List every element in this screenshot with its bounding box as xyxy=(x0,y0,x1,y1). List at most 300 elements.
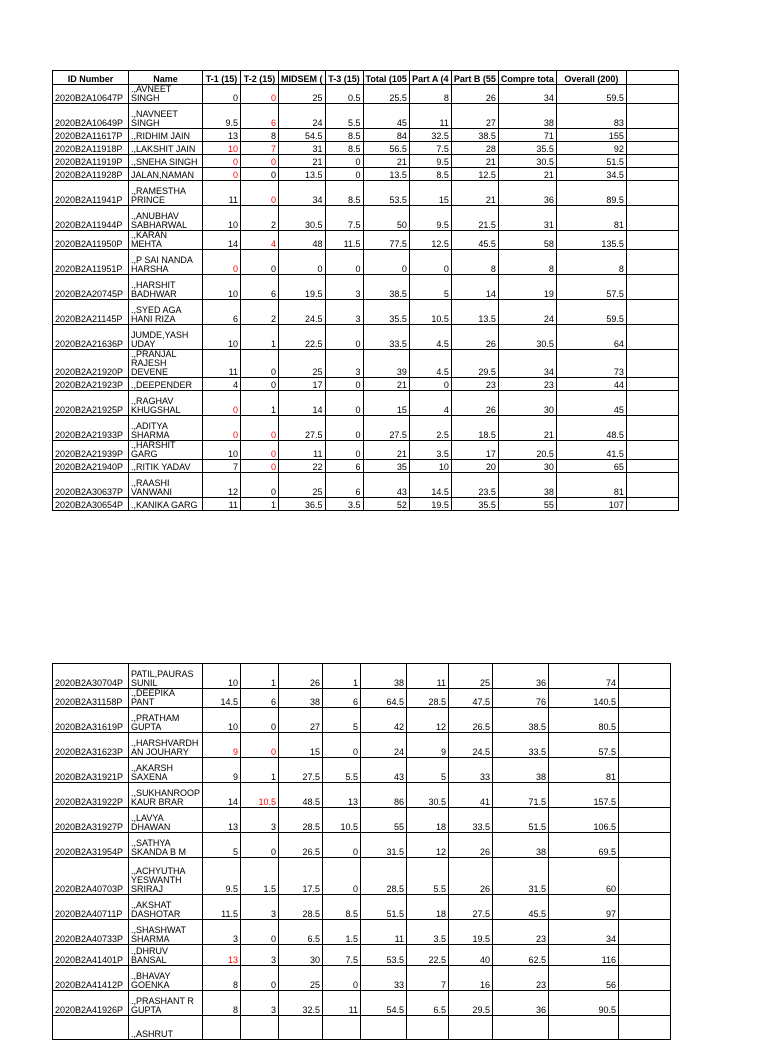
part-a-score-cell: 7.5 xyxy=(409,142,451,155)
midsem-score-cell: 36.5 xyxy=(279,498,326,511)
student-id-cell: 2020B2A21939P xyxy=(53,441,129,460)
part-a-score-cell: 11 xyxy=(407,664,449,689)
t1-score-cell: 10 xyxy=(203,325,241,350)
empty-cell xyxy=(619,920,671,945)
part-b-score-cell: 23.5 xyxy=(451,473,498,498)
student-name-cell: .,DEEPIKA PANT xyxy=(129,689,203,708)
part-b-score-cell: 38.5 xyxy=(451,129,498,142)
overall-score-cell: 45 xyxy=(556,391,626,416)
student-id-cell: 2020B2A11950P xyxy=(53,231,129,250)
empty-cell xyxy=(619,991,671,1016)
part-b-score-cell: 25 xyxy=(449,664,493,689)
overall-score-cell: 90.5 xyxy=(549,991,619,1016)
part-b-score-cell: 47.5 xyxy=(449,689,493,708)
table-row xyxy=(53,895,671,920)
overall-score-cell: 59.5 xyxy=(556,300,626,325)
empty-cell xyxy=(626,104,678,129)
header-t3: T-3 (15) xyxy=(325,71,363,85)
student-name-cell: .,SYED AGA HANI RIZA xyxy=(129,300,203,325)
compre-total-cell: 38 xyxy=(498,473,556,498)
part-a-score-cell: 18 xyxy=(407,808,449,833)
t1-score-cell: 0 xyxy=(203,250,241,275)
compre-total-cell: 31.5 xyxy=(493,858,549,895)
total-score-cell: 27.5 xyxy=(363,416,409,441)
table-row xyxy=(53,733,671,758)
total-score-cell: 51.5 xyxy=(361,895,407,920)
empty-cell xyxy=(626,441,678,460)
overall-score-cell: 80.5 xyxy=(549,708,619,733)
student-id-cell: 2020B2A30654P xyxy=(53,498,129,511)
table-row xyxy=(53,1016,671,1040)
t2-score-cell: 3 xyxy=(241,895,279,920)
midsem-score-cell: 6.5 xyxy=(279,920,323,945)
part-a-score-cell: 7 xyxy=(407,966,449,991)
empty-cell xyxy=(626,206,678,231)
t1-score-cell: 14.5 xyxy=(203,689,241,708)
midsem-score-cell: 22.5 xyxy=(279,325,326,350)
empty-cell xyxy=(626,142,678,155)
student-id-cell: 2020B2A21920P xyxy=(53,350,129,378)
t3-score-cell: 3.5 xyxy=(325,498,363,511)
total-score-cell: 38 xyxy=(361,664,407,689)
t3-score-cell: 5 xyxy=(323,708,361,733)
empty-cell xyxy=(626,155,678,168)
t1-score-cell: 10 xyxy=(203,206,241,231)
midsem-score-cell: 13.5 xyxy=(279,168,326,181)
t2-score-cell: 1 xyxy=(241,498,279,511)
midsem-score-cell: 27 xyxy=(279,708,323,733)
student-id-cell: 2020B2A11944P xyxy=(53,206,129,231)
overall-score-cell: 41.5 xyxy=(556,441,626,460)
compre-total-cell: 36 xyxy=(493,991,549,1016)
t2-score-cell: 2 xyxy=(241,300,279,325)
t2-score-cell: 1 xyxy=(241,325,279,350)
t2-score-cell: 0 xyxy=(241,920,279,945)
part-a-score-cell: 2.5 xyxy=(409,416,451,441)
student-id-cell: 2020B2A11941P xyxy=(53,181,129,206)
part-a-score-cell: 10.5 xyxy=(409,300,451,325)
midsem-score-cell: 24 xyxy=(279,104,326,129)
t2-score-cell: 6 xyxy=(241,104,279,129)
part-a-score-cell: 9.5 xyxy=(409,206,451,231)
t3-score-cell: 0 xyxy=(325,416,363,441)
student-name-cell: JUMDE,YASH UDAY xyxy=(129,325,203,350)
t2-score-cell: 1.5 xyxy=(241,858,279,895)
student-name-cell: .,ADITYA SHARMA xyxy=(129,416,203,441)
t3-score-cell: 8.5 xyxy=(325,142,363,155)
student-name-cell: .,AKSHAT DASHOTAR xyxy=(129,895,203,920)
part-b-score-cell: 13.5 xyxy=(451,300,498,325)
header-compre-total: Compre tota xyxy=(498,71,556,85)
t3-score-cell: 5.5 xyxy=(325,104,363,129)
table-row xyxy=(53,168,679,181)
compre-total-cell xyxy=(493,1016,549,1040)
part-a-score-cell: 4.5 xyxy=(409,325,451,350)
t2-score-cell: 1 xyxy=(241,391,279,416)
t2-score-cell: 0 xyxy=(241,966,279,991)
t3-score-cell: 8.5 xyxy=(323,895,361,920)
part-a-score-cell: 5 xyxy=(409,275,451,300)
midsem-score-cell: 24.5 xyxy=(279,300,326,325)
student-name-cell: .,ACHYUTHA YESWANTH SRIRAJ xyxy=(129,858,203,895)
table-row xyxy=(53,325,679,350)
student-id-cell: 2020B2A31921P xyxy=(53,758,129,783)
student-name-cell: .,HARSHVARDHAN JOUHARY xyxy=(129,733,203,758)
t3-score-cell: 0 xyxy=(323,833,361,858)
part-b-score-cell: 14 xyxy=(451,275,498,300)
table-row xyxy=(53,206,679,231)
compre-total-cell: 36 xyxy=(498,181,556,206)
overall-score-cell: 140.5 xyxy=(549,689,619,708)
total-score-cell: 53.5 xyxy=(361,945,407,966)
empty-cell xyxy=(619,664,671,689)
part-a-score-cell: 8 xyxy=(409,85,451,104)
overall-score-cell: 44 xyxy=(556,378,626,391)
student-name-cell: .,LAVYA DHAWAN xyxy=(129,808,203,833)
table-row xyxy=(53,350,679,378)
total-score-cell: 35 xyxy=(363,460,409,473)
compre-total-cell: 58 xyxy=(498,231,556,250)
compre-total-cell: 62.5 xyxy=(493,945,549,966)
t3-score-cell: 13 xyxy=(323,783,361,808)
student-id-cell: 2020B2A21933P xyxy=(53,416,129,441)
t1-score-cell: 12 xyxy=(203,473,241,498)
t1-score-cell: 13 xyxy=(203,129,241,142)
overall-score-cell: 73 xyxy=(556,350,626,378)
total-score-cell: 55 xyxy=(361,808,407,833)
student-id-cell: 2020B2A10649P xyxy=(53,104,129,129)
student-name-cell: .,DEEPENDER xyxy=(129,378,203,391)
table-row xyxy=(53,858,671,895)
part-a-score-cell: 10 xyxy=(409,460,451,473)
t1-score-cell: 10 xyxy=(203,275,241,300)
part-a-score-cell: 9.5 xyxy=(409,155,451,168)
t3-score-cell: 0 xyxy=(325,391,363,416)
overall-score-cell: 69.5 xyxy=(549,833,619,858)
student-id-cell: 2020B2A31158P xyxy=(53,689,129,708)
part-a-score-cell: 8.5 xyxy=(409,168,451,181)
compre-total-cell: 55 xyxy=(498,498,556,511)
midsem-score-cell: 15 xyxy=(279,733,323,758)
compre-total-cell: 8 xyxy=(498,250,556,275)
t2-score-cell: 0 xyxy=(241,416,279,441)
part-b-score-cell: 29.5 xyxy=(451,350,498,378)
compre-total-cell: 30 xyxy=(498,460,556,473)
part-b-score-cell: 41 xyxy=(449,783,493,808)
empty-cell xyxy=(626,85,678,104)
student-name-cell: .,PRANJAL RAJESH DEVENE xyxy=(129,350,203,378)
overall-score-cell: 60 xyxy=(549,858,619,895)
part-b-score-cell: 33.5 xyxy=(449,808,493,833)
t2-score-cell: 7 xyxy=(241,142,279,155)
midsem-score-cell xyxy=(279,1016,323,1040)
student-name-cell: .,SATHYA SKANDA B M xyxy=(129,833,203,858)
t1-score-cell: 13 xyxy=(203,808,241,833)
total-score-cell: 50 xyxy=(363,206,409,231)
compre-total-cell: 23 xyxy=(498,378,556,391)
t1-score-cell xyxy=(203,1016,241,1040)
table-row xyxy=(53,920,671,945)
t2-score-cell: 0 xyxy=(241,708,279,733)
empty-cell xyxy=(626,325,678,350)
t1-score-cell: 13 xyxy=(203,945,241,966)
part-a-score-cell: 32.5 xyxy=(409,129,451,142)
student-name-cell: .,RITIK YADAV xyxy=(129,460,203,473)
student-id-cell: 2020B2A41926P xyxy=(53,991,129,1016)
student-name-cell: .,P SAI NANDA HARSHA xyxy=(129,250,203,275)
t2-score-cell: 0 xyxy=(241,378,279,391)
student-id-cell: 2020B2A31954P xyxy=(53,833,129,858)
overall-score-cell: 57.5 xyxy=(549,733,619,758)
t3-score-cell: 3 xyxy=(325,275,363,300)
part-a-score-cell: 5 xyxy=(407,758,449,783)
total-score-cell: 24 xyxy=(361,733,407,758)
compre-total-cell: 71 xyxy=(498,129,556,142)
student-id-cell: 2020B2A21940P xyxy=(53,460,129,473)
student-id-cell: 2020B2A11928P xyxy=(53,168,129,181)
overall-score-cell: 34 xyxy=(549,920,619,945)
t3-score-cell: 0.5 xyxy=(325,85,363,104)
student-name-cell: PATIL,PAURAS SUNIL xyxy=(129,664,203,689)
table-row xyxy=(53,808,671,833)
midsem-score-cell: 31 xyxy=(279,142,326,155)
midsem-score-cell: 17.5 xyxy=(279,858,323,895)
overall-score-cell: 81 xyxy=(549,758,619,783)
overall-score-cell: 74 xyxy=(549,664,619,689)
t1-score-cell: 3 xyxy=(203,920,241,945)
student-name-cell: .,ASHRUT xyxy=(129,1016,203,1040)
overall-score-cell: 56 xyxy=(549,966,619,991)
total-score-cell: 21 xyxy=(363,441,409,460)
t1-score-cell: 8 xyxy=(203,966,241,991)
total-score-cell: 42 xyxy=(361,708,407,733)
compre-total-cell: 76 xyxy=(493,689,549,708)
midsem-score-cell: 11 xyxy=(279,441,326,460)
table-row xyxy=(53,758,671,783)
total-score-cell: 33 xyxy=(361,966,407,991)
student-name-cell: .,AVNEET SINGH xyxy=(129,85,203,104)
t2-score-cell: 0 xyxy=(241,473,279,498)
header-row xyxy=(53,71,679,85)
t2-score-cell: 0 xyxy=(241,460,279,473)
part-a-score-cell: 12 xyxy=(407,708,449,733)
midsem-score-cell: 32.5 xyxy=(279,991,323,1016)
t1-score-cell: 11.5 xyxy=(203,895,241,920)
student-id-cell: 2020B2A11918P xyxy=(53,142,129,155)
total-score-cell: 84 xyxy=(363,129,409,142)
t2-score-cell: 0 xyxy=(241,250,279,275)
empty-cell xyxy=(619,966,671,991)
midsem-score-cell: 0 xyxy=(279,250,326,275)
student-id-cell: 2020B2A41412P xyxy=(53,966,129,991)
total-score-cell: 0 xyxy=(363,250,409,275)
overall-score-cell: 34.5 xyxy=(556,168,626,181)
student-id-cell: 2020B2A21923P xyxy=(53,378,129,391)
empty-cell xyxy=(626,250,678,275)
student-id-cell: 2020B2A30704P xyxy=(53,664,129,689)
t3-score-cell: 6 xyxy=(325,460,363,473)
t1-score-cell: 10 xyxy=(203,708,241,733)
t3-score-cell: 11 xyxy=(323,991,361,1016)
midsem-score-cell: 34 xyxy=(279,181,326,206)
part-b-score-cell: 26.5 xyxy=(449,708,493,733)
overall-score-cell: 48.5 xyxy=(556,416,626,441)
student-name-cell: .,KARAN MEHTA xyxy=(129,231,203,250)
part-b-score-cell: 17 xyxy=(451,441,498,460)
overall-score-cell: 92 xyxy=(556,142,626,155)
empty-cell xyxy=(626,275,678,300)
table-row xyxy=(53,460,679,473)
overall-score-cell: 97 xyxy=(549,895,619,920)
t2-score-cell: 0 xyxy=(241,350,279,378)
part-a-score-cell: 12 xyxy=(407,833,449,858)
empty-cell xyxy=(626,300,678,325)
part-b-score-cell: 27.5 xyxy=(449,895,493,920)
t1-score-cell: 14 xyxy=(203,231,241,250)
student-id-cell: 2020B2A21636P xyxy=(53,325,129,350)
overall-score-cell: 116 xyxy=(549,945,619,966)
overall-score-cell xyxy=(549,1016,619,1040)
t3-score-cell xyxy=(323,1016,361,1040)
header-part-a: Part A (4 xyxy=(409,71,451,85)
part-b-score-cell: 21.5 xyxy=(451,206,498,231)
t1-score-cell: 6 xyxy=(203,300,241,325)
total-score-cell: 38.5 xyxy=(363,275,409,300)
overall-score-cell: 89.5 xyxy=(556,181,626,206)
empty-cell xyxy=(619,1016,671,1040)
student-name-cell: .,RAASHI VANWANI xyxy=(129,473,203,498)
total-score-cell: 13.5 xyxy=(363,168,409,181)
table-row xyxy=(53,129,679,142)
midsem-score-cell: 48 xyxy=(279,231,326,250)
total-score-cell: 54.5 xyxy=(361,991,407,1016)
part-b-score-cell: 20 xyxy=(451,460,498,473)
t3-score-cell: 0 xyxy=(325,325,363,350)
empty-cell xyxy=(626,350,678,378)
table-row xyxy=(53,945,671,966)
part-b-score-cell: 29.5 xyxy=(449,991,493,1016)
part-a-score-cell: 4 xyxy=(409,391,451,416)
t1-score-cell: 0 xyxy=(203,391,241,416)
compre-total-cell: 38.5 xyxy=(493,708,549,733)
t3-score-cell: 1 xyxy=(323,664,361,689)
midsem-score-cell: 19.5 xyxy=(279,275,326,300)
header-blank xyxy=(626,71,678,85)
t3-score-cell: 0 xyxy=(323,966,361,991)
student-name-cell: .,LAKSHIT JAIN xyxy=(129,142,203,155)
t1-score-cell: 11 xyxy=(203,350,241,378)
table-row xyxy=(53,142,679,155)
header-part-b: Part B (55 xyxy=(451,71,498,85)
t2-score-cell: 8 xyxy=(241,129,279,142)
student-name-cell: .,AKARSH SAXENA xyxy=(129,758,203,783)
marks-table-bottom xyxy=(52,663,671,1040)
part-b-score-cell: 26 xyxy=(451,325,498,350)
t1-score-cell: 0 xyxy=(203,155,241,168)
t1-score-cell: 11 xyxy=(203,181,241,206)
student-name-cell: .,HARSHIT BADHWAR xyxy=(129,275,203,300)
empty-cell xyxy=(626,231,678,250)
compre-total-cell: 38 xyxy=(493,833,549,858)
header-id: ID Number xyxy=(53,71,129,85)
total-score-cell: 45 xyxy=(363,104,409,129)
t2-score-cell: 0 xyxy=(241,168,279,181)
t2-score-cell: 10.5 xyxy=(241,783,279,808)
part-b-score-cell: 19.5 xyxy=(449,920,493,945)
empty-cell xyxy=(626,473,678,498)
header-name: Name xyxy=(129,71,203,85)
empty-cell xyxy=(626,460,678,473)
student-name-cell: .,HARSHIT GARG xyxy=(129,441,203,460)
total-score-cell: 56.5 xyxy=(363,142,409,155)
part-a-score-cell: 5.5 xyxy=(407,858,449,895)
compre-total-cell: 45.5 xyxy=(493,895,549,920)
total-score-cell: 28.5 xyxy=(361,858,407,895)
t1-score-cell: 11 xyxy=(203,498,241,511)
t3-score-cell: 10.5 xyxy=(323,808,361,833)
part-b-score-cell: 26 xyxy=(451,391,498,416)
student-name-cell: .,ANUBHAV SABHARWAL xyxy=(129,206,203,231)
compre-total-cell: 24 xyxy=(498,300,556,325)
t1-score-cell: 10 xyxy=(203,664,241,689)
part-a-score-cell: 9 xyxy=(407,733,449,758)
student-id-cell: 2020B2A40733P xyxy=(53,920,129,945)
table-row xyxy=(53,85,679,104)
midsem-score-cell: 28.5 xyxy=(279,895,323,920)
t1-score-cell: 9 xyxy=(203,733,241,758)
part-a-score-cell: 0 xyxy=(409,250,451,275)
t2-score-cell: 3 xyxy=(241,808,279,833)
student-id-cell: 2020B2A31619P xyxy=(53,708,129,733)
part-b-score-cell: 16 xyxy=(449,966,493,991)
student-id-cell: 2020B2A40711P xyxy=(53,895,129,920)
student-name-cell: .,RAMESTHA PRINCE xyxy=(129,181,203,206)
t2-score-cell: 3 xyxy=(241,945,279,966)
part-b-score-cell: 24.5 xyxy=(449,733,493,758)
midsem-score-cell: 30 xyxy=(279,945,323,966)
total-score-cell: 33.5 xyxy=(363,325,409,350)
t2-score-cell: 0 xyxy=(241,181,279,206)
table-row xyxy=(53,378,679,391)
t2-score-cell: 0 xyxy=(241,155,279,168)
student-name-cell: .,NAVNEET SINGH xyxy=(129,104,203,129)
compre-total-cell: 35.5 xyxy=(498,142,556,155)
compre-total-cell: 21 xyxy=(498,168,556,181)
student-id-cell: 2020B2A11919P xyxy=(53,155,129,168)
midsem-score-cell: 17 xyxy=(279,378,326,391)
total-score-cell: 53.5 xyxy=(363,181,409,206)
student-id-cell: 2020B2A31927P xyxy=(53,808,129,833)
student-id-cell: 2020B2A31623P xyxy=(53,733,129,758)
t2-score-cell: 2 xyxy=(241,206,279,231)
empty-cell xyxy=(626,378,678,391)
t1-score-cell: 8 xyxy=(203,991,241,1016)
overall-score-cell: 8 xyxy=(556,250,626,275)
compre-total-cell: 23 xyxy=(493,920,549,945)
midsem-score-cell: 27.5 xyxy=(279,758,323,783)
part-a-score-cell: 12.5 xyxy=(409,231,451,250)
empty-cell xyxy=(619,758,671,783)
t1-score-cell: 10 xyxy=(203,142,241,155)
student-id-cell: 2020B2A20745P xyxy=(53,275,129,300)
t3-score-cell: 5.5 xyxy=(323,758,361,783)
student-id-cell: 2020B2A30637P xyxy=(53,473,129,498)
t3-score-cell: 7.5 xyxy=(323,945,361,966)
overall-score-cell: 157.5 xyxy=(549,783,619,808)
empty-cell xyxy=(626,416,678,441)
t3-score-cell: 0 xyxy=(325,250,363,275)
table-row xyxy=(53,416,679,441)
